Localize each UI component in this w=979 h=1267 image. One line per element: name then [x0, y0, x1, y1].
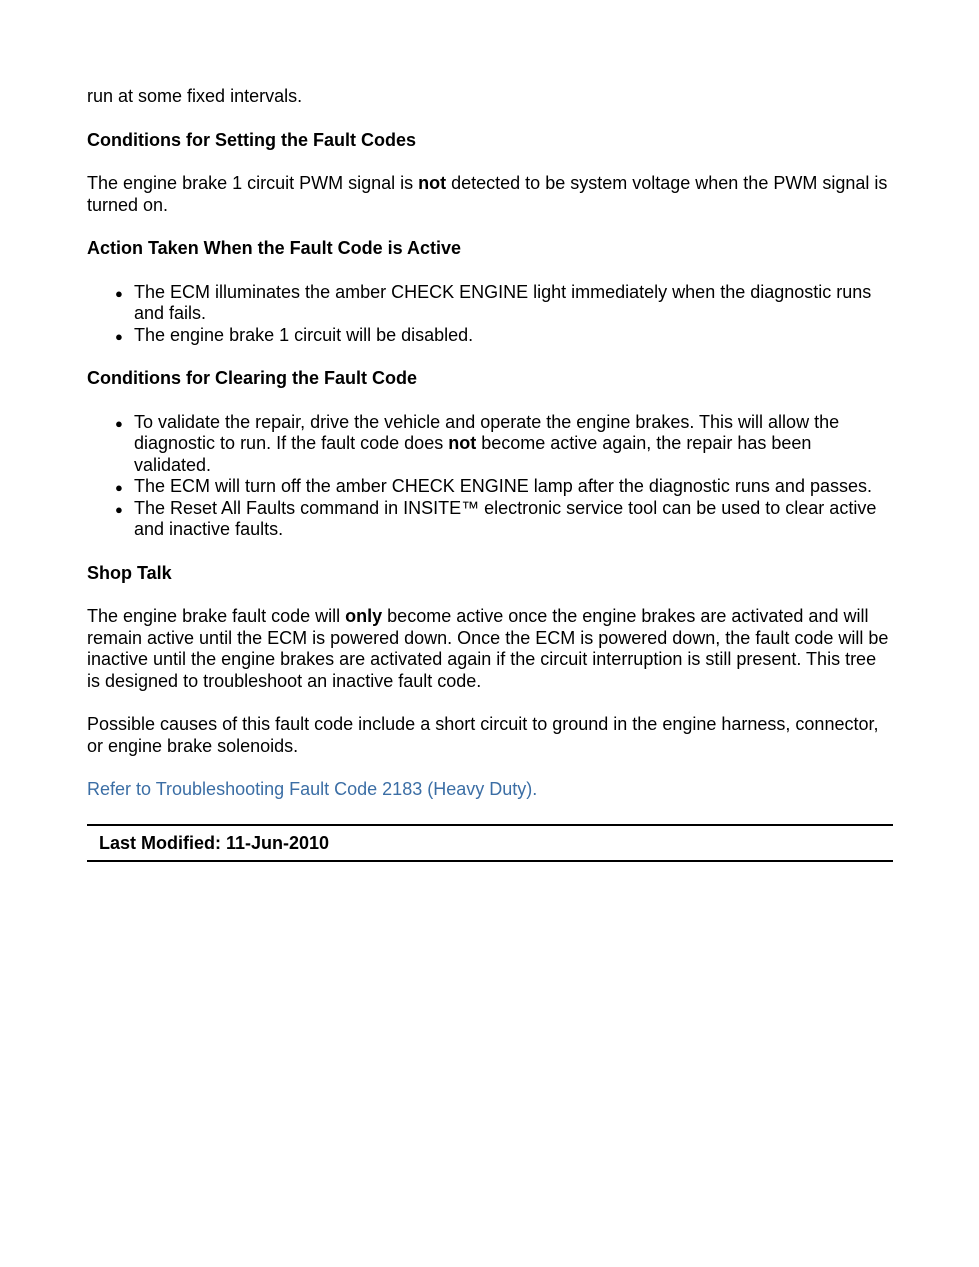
bullet-icon: ●	[115, 285, 123, 301]
bullet-icon: ●	[115, 480, 123, 495]
troubleshooting-reference-link[interactable]: Refer to Troubleshooting Fault Code 2183 (Heavy Duty).	[87, 779, 538, 799]
bullet-icon: ●	[115, 501, 123, 517]
list-item: ● The Reset All Faults command in INSITE™ electronic service tool can be used to clear active and inactive faults.	[115, 497, 877, 539]
list-item: ● The ECM illuminates the amber CHECK ENGINE light immediately when the diagnostic runs and fails.	[115, 281, 872, 323]
list-item: ● The ECM will turn off the amber CHECK ENGINE lamp after the diagnostic runs and passes.	[134, 476, 893, 498]
reference-paragraph	[87, 779, 893, 801]
footer-bar	[87, 824, 893, 862]
action-list	[87, 282, 893, 347]
shop-talk-paragraph-2: Possible causes of this fault code include a short circuit to ground in the engine harness, connector, or engine brake solenoids.	[87, 714, 879, 756]
intro-fragment: run at some fixed intervals.	[87, 86, 303, 106]
bullet-icon: ●	[115, 328, 123, 344]
heading-setting-conditions: Conditions for Setting the Fault Codes	[87, 129, 416, 150]
bullet-icon: ●	[115, 415, 123, 431]
document-page	[87, 86, 893, 862]
clearing-list	[87, 412, 893, 541]
setting-conditions-text: The engine brake 1 circuit PWM signal is not detected to be system voltage when the PWM signal is turned on.	[87, 173, 888, 215]
list-item: ● The engine brake 1 circuit will be disabled.	[134, 325, 893, 347]
heading-clearing-conditions: Conditions for Clearing the Fault Code	[87, 368, 417, 388]
last-modified: Last Modified: 11-Jun-2010	[99, 832, 330, 853]
list-item: ● To validate the repair, drive the vehicle and operate the engine brakes. This will allow the diagnostic to run. If the fault code does not become active again, the repair has been validated.	[115, 411, 840, 475]
heading-action-taken: Action Taken When the Fault Code is Active	[87, 238, 462, 258]
shop-talk-paragraph-1: The engine brake fault code will only become active once the engine brakes are activated and will remain active until the ECM is powered down. Once the ECM is powered down, the fault code will be inactive until the engine brakes are activated again if the circuit interruption is still present. This tree is designed to troubleshoot an inactive fault code.	[87, 606, 889, 691]
heading-shop-talk: Shop Talk	[87, 562, 172, 583]
